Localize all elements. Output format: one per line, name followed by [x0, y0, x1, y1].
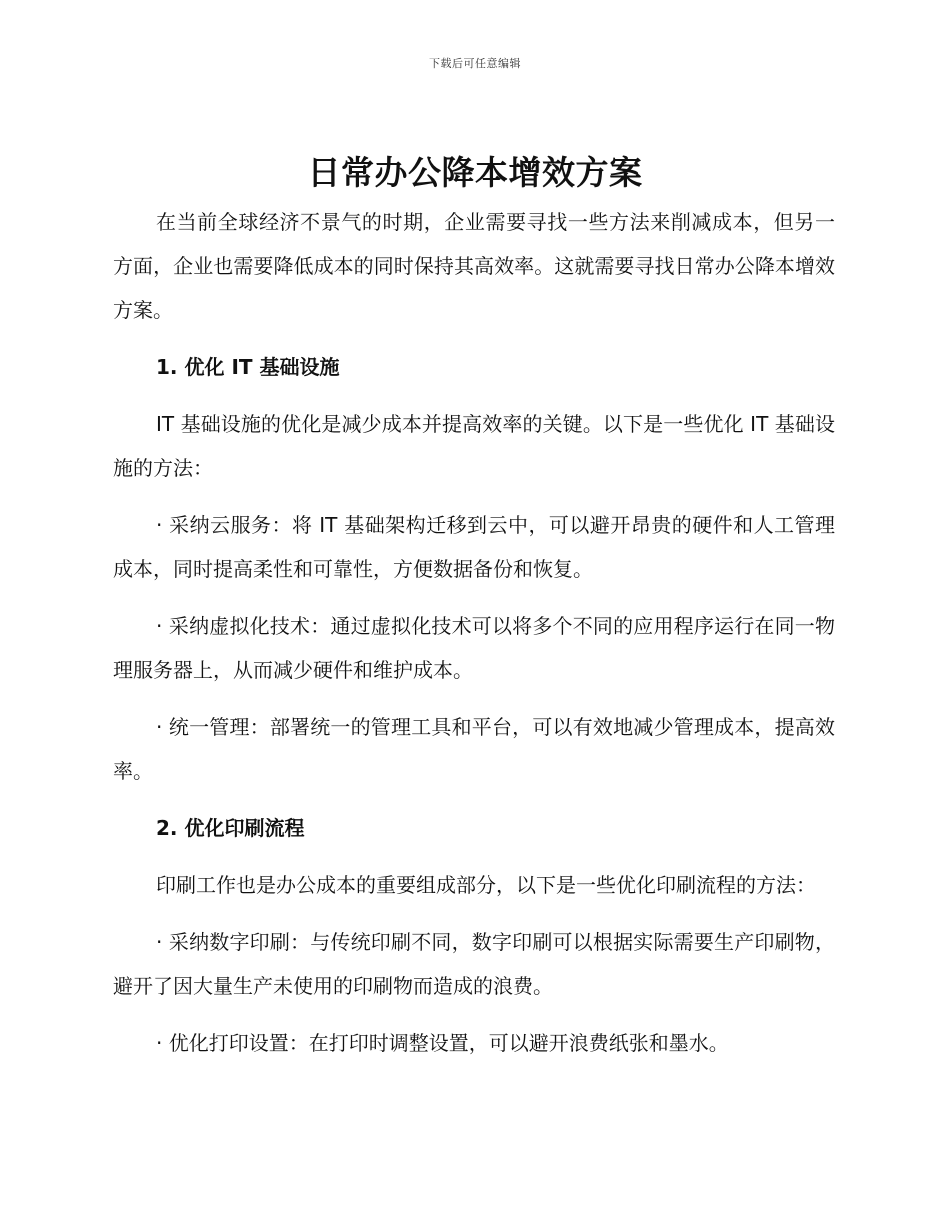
- bullet-paragraph-cloud: · 采纳云服务：将 IT 基础架构迁移到云中，可以避开昂贵的硬件和人工管理成本，同时提高柔性和可靠性，方便数据备份和恢复。: [113, 513, 835, 581]
- bullet-paragraph-print-settings: · 优化打印设置：在打印时调整设置，可以避开浪费纸张和墨水。: [156, 1031, 729, 1055]
- bullet-paragraph-digital-printing: · 采纳数字印刷：与传统印刷不同，数字印刷可以根据实际需要生产印刷物，避开了因大量生产未使用的印刷物而造成的浪费。: [113, 930, 835, 998]
- section-intro-paragraph: IT 基础设施的优化是减少成本并提高效率的关键。以下是一些优化 IT 基础设施的方法：: [113, 412, 835, 480]
- bullet-paragraph-virtualization: · 采纳虚拟化技术：通过虚拟化技术可以将多个不同的应用程序运行在同一物理服务器上，从而减少硬件和维护成本。: [113, 614, 835, 682]
- header-note: 下载后可任意编辑: [429, 57, 521, 70]
- document-title: 日常办公降本增效方案: [307, 153, 643, 192]
- bullet-paragraph-unified-management: · 统一管理：部署统一的管理工具和平台，可以有效地减少管理成本，提高效率。: [113, 715, 835, 783]
- section-heading-printing: 2. 优化印刷流程: [156, 816, 305, 840]
- section-heading-it-infrastructure: 1. 优化 IT 基础设施: [156, 355, 340, 379]
- section-intro-paragraph-printing: 印刷工作也是办公成本的重要组成部分，以下是一些优化印刷流程的方法：: [156, 873, 816, 897]
- document-body: [113, 200, 835, 1078]
- intro-paragraph: 在当前全球经济不景气的时期，企业需要寻找一些方法来削减成本，但另一方面，企业也需要降低成本的同时保持其高效率。这就需要寻找日常办公降本增效方案。: [113, 210, 835, 322]
